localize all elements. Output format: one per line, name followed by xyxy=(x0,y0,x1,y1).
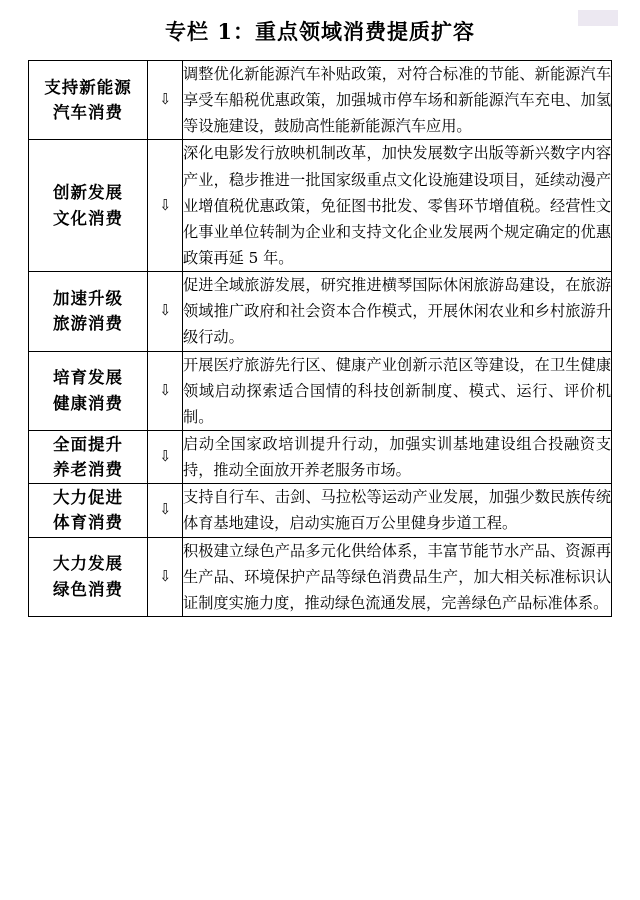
arrow-marker-icon: ⇩ xyxy=(159,566,171,585)
bullet-cell xyxy=(148,140,183,272)
category-label: 创新发展 文化消费 xyxy=(53,183,123,228)
arrow-marker-icon: ⇩ xyxy=(159,500,171,519)
bullet-cell xyxy=(148,484,183,537)
category-label: 培育发展 健康消费 xyxy=(53,368,123,413)
arrow-marker-icon: ⇩ xyxy=(159,380,171,399)
row-category xyxy=(29,140,148,272)
row-category xyxy=(29,537,148,616)
redaction-mark xyxy=(578,10,618,26)
row-category xyxy=(29,430,148,483)
arrow-marker-icon: ⇩ xyxy=(159,301,171,320)
category-label: 全面提升 养老消费 xyxy=(53,434,123,480)
table-row xyxy=(29,430,612,483)
row-description: 调整优化新能源汽车补贴政策，对符合标准的节能、新能源汽车享受车船税优惠政策，加强城市停车场和新能源汽车充电、加氢等设施建设，鼓励高性能新能源汽车应用。 xyxy=(183,61,612,140)
row-description: 支持自行车、击剑、马拉松等运动产业发展，加强少数民族传统体育基地建设，启动实施百万公里健身步道工程。 xyxy=(183,484,612,537)
table-row xyxy=(29,484,612,537)
table-row xyxy=(29,351,612,430)
arrow-marker-icon: ⇩ xyxy=(159,447,171,466)
row-description: 促进全域旅游发展，研究推进横琴国际休闲旅游岛建设，在旅游领域推广政府和社会资本合作模式，开展休闲农业和乡村旅游升级行动。 xyxy=(183,272,612,351)
row-category xyxy=(29,484,148,537)
row-description: 深化电影发行放映机制改革，加快发展数字出版等新兴数字内容产业，稳步推进一批国家级重点文化设施建设项目，延续动漫产业增值税优惠政策，免征图书批发、零售环节增值税。经营性文化事业单位转制为企业和支持文化企业发展两个规定确定的优惠政策再延 5 年。 xyxy=(183,140,612,272)
arrow-marker-icon: ⇩ xyxy=(159,195,171,214)
table-row xyxy=(29,140,612,272)
table-row xyxy=(29,61,612,140)
row-category xyxy=(29,272,148,351)
page-title: 专栏 1：重点领域消费提质扩容 xyxy=(165,19,475,44)
row-description: 启动全国家政培训提升行动，加强实训基地建设组合投融资支持，推动全面放开养老服务市场。 xyxy=(183,430,612,483)
category-label: 加速升级 旅游消费 xyxy=(53,288,123,334)
row-description: 开展医疗旅游先行区、健康产业创新示范区等建设，在卫生健康领域启动探索适合国情的科技创新制度、模式、运行、评价机制。 xyxy=(183,351,612,430)
row-description: 积极建立绿色产品多元化供给体系，丰富节能节水产品、资源再生产品、环境保护产品等绿色消费品生产，加大相关标准标识认证制度实施力度，推动绿色流通发展，完善绿色产品标准体系。 xyxy=(183,537,612,616)
bullet-cell xyxy=(148,272,183,351)
category-label: 大力发展 绿色消费 xyxy=(53,554,123,599)
bullet-cell xyxy=(148,351,183,430)
bullet-cell xyxy=(148,537,183,616)
bullet-cell xyxy=(148,430,183,483)
table-row xyxy=(29,272,612,351)
table-body xyxy=(29,61,612,617)
table-row xyxy=(29,537,612,616)
row-category xyxy=(29,61,148,140)
consumption-areas-table xyxy=(28,60,612,617)
bullet-cell xyxy=(148,61,183,140)
category-label: 支持新能源 汽车消费 xyxy=(44,77,132,123)
category-label: 大力促进 体育消费 xyxy=(53,487,123,533)
row-category xyxy=(29,351,148,430)
arrow-marker-icon: ⇩ xyxy=(159,90,171,109)
